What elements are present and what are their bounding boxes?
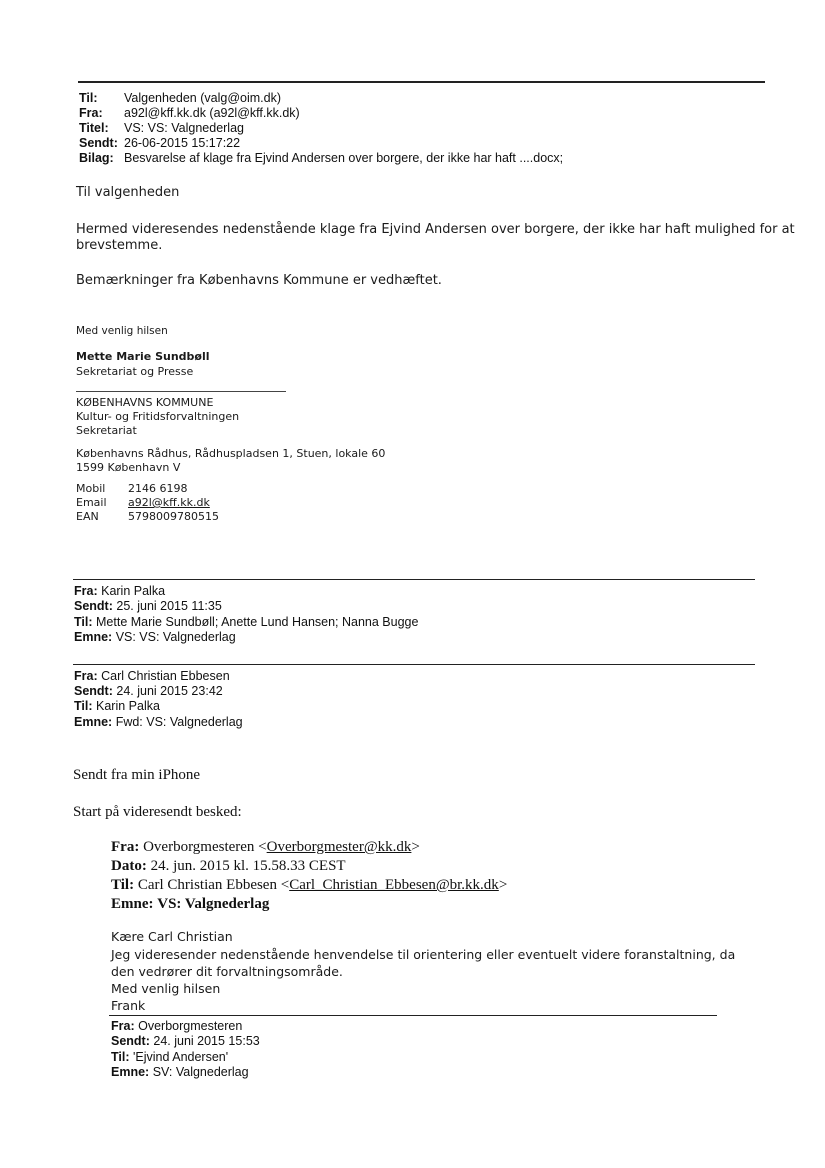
signature-closing: Med venlig hilsen: [76, 325, 168, 337]
forward-2-subject-row: [74, 715, 243, 731]
forward-1-to-value: Mette Marie Sundbøll; Anette Lund Hansen; Nanna Bugge: [96, 615, 419, 629]
signature-mobil-row: [76, 482, 188, 497]
forward-3-sent-value: 24. juni 2015 15:53: [153, 1034, 260, 1048]
orig-to-row: [111, 876, 507, 895]
forward-1-sent-row: [74, 599, 222, 615]
forward-2-rule: [73, 664, 755, 665]
orig-from-row: [111, 838, 420, 857]
forward-3-from-value: Overborgmesteren: [138, 1019, 243, 1033]
msg2-name: Frank: [111, 998, 146, 1013]
forward-3-to-label: Til:: [111, 1050, 130, 1064]
orig-from-label: Fra:: [111, 839, 140, 855]
forward-1-to-row: [74, 615, 418, 631]
body-line-1: Hermed videresendes nedenstående klage fra Ejvind Andersen over borgere, der ikke har haft mulighed for at: [76, 222, 795, 237]
forward-2-to-label: Til:: [74, 699, 93, 713]
forward-2-from-label: Fra:: [74, 669, 98, 683]
forward-1-to-label: Til:: [74, 615, 93, 629]
forward-1-sent-value: 25. juni 2015 11:35: [116, 599, 222, 613]
body-line-2: brevstemme.: [76, 238, 163, 253]
signature-role: Sekretariat og Presse: [76, 365, 194, 378]
header-to-label: Til:: [79, 91, 98, 105]
body-greeting: Til valgenheden: [76, 185, 180, 200]
forward-2-sent-value: 24. juni 2015 23:42: [116, 684, 223, 698]
forward-3-rule: [109, 1015, 717, 1016]
signature-org: KØBENHAVNS KOMMUNE: [76, 396, 214, 409]
signature-mobil-value: 2146 6198: [128, 482, 188, 495]
forward-3-sent-row: [111, 1034, 260, 1050]
top-rule: [78, 81, 765, 83]
orig-from-email-link[interactable]: Overborgmester@kk.dk: [266, 839, 412, 855]
msg2-closing: Med venlig hilsen: [111, 981, 221, 996]
forward-1-rule: [73, 579, 755, 580]
orig-to-name: Carl Christian Ebbesen <: [137, 877, 290, 893]
forward-1-sent-label: Sendt:: [74, 599, 113, 613]
msg2-greeting: Kære Carl Christian: [111, 929, 233, 944]
msg2-line-1: Jeg videresender nedenstående henvendelse til orientering eller eventuelt videre foranstaltning, da: [111, 947, 736, 962]
forward-3-from-label: Fra:: [111, 1019, 135, 1033]
forward-1-subject-row: [74, 630, 236, 646]
forward-2-sent-row: [74, 684, 223, 700]
header-sent-row: [79, 136, 240, 151]
orig-date-row: [111, 857, 346, 876]
header-title-row: [79, 121, 244, 136]
orig-to-email-link[interactable]: Carl_Christian_Ebbesen@br.kk.dk: [289, 877, 499, 893]
signature-address-1: Københavns Rådhus, Rådhuspladsen 1, Stuen, lokale 60: [76, 447, 386, 460]
signature-dept: Kultur- og Fritidsforvaltningen: [76, 410, 240, 423]
orig-to-close: >: [498, 877, 508, 893]
orig-from-name: Overborgmesteren <: [143, 839, 267, 855]
header-attach-value[interactable]: Besvarelse af klage fra Ejvind Andersen over borgere, der ikke har haft ....docx;: [124, 151, 564, 165]
signature-mobil-label: Mobil: [76, 482, 106, 495]
orig-to-label: Til:: [111, 877, 135, 893]
forward-2-sent-label: Sendt:: [74, 684, 113, 698]
forward-1-subject-label: Emne:: [74, 630, 113, 644]
forward-2-from-row: [74, 669, 230, 685]
forward-3-subject-value: SV: Valgnederlag: [152, 1065, 249, 1079]
forward-2-to-row: [74, 699, 160, 715]
forward-2-subject-label: Emne:: [74, 715, 113, 729]
forward-3-to-row: [111, 1050, 228, 1066]
forward-3-subject-label: Emne:: [111, 1065, 150, 1079]
orig-date-value: 24. jun. 2015 kl. 15.58.33 CEST: [150, 858, 346, 874]
header-attach-row: [79, 151, 563, 166]
forward-1-from-value: Karin Palka: [101, 584, 166, 598]
forward-3-subject-row: [111, 1065, 249, 1081]
forward-2-subject-value: Fwd: VS: Valgnederlag: [115, 715, 243, 729]
signature-ean-value: 5798009780515: [128, 510, 219, 523]
forward-3-to-value: 'Ejvind Andersen': [133, 1050, 229, 1064]
header-title-label: Titel:: [79, 121, 109, 135]
header-to-value: Valgenheden (valg@oim.dk): [124, 91, 281, 105]
header-attach-label: Bilag:: [79, 151, 114, 165]
sent-from-iphone: Sendt fra min iPhone: [73, 767, 201, 783]
signature-address-2: 1599 København V: [76, 461, 181, 474]
header-to-row: [79, 91, 281, 106]
forward-1-from-row: [74, 584, 165, 600]
forward-3-sent-label: Sendt:: [111, 1034, 150, 1048]
msg2-line-2: den vedrører dit forvaltningsområde.: [111, 964, 343, 979]
signature-divider: [76, 391, 286, 392]
header-from-row: [79, 106, 300, 121]
header-sent-label: Sendt:: [79, 136, 118, 150]
forward-2-from-value: Carl Christian Ebbesen: [101, 669, 230, 683]
signature-email-link[interactable]: a92l@kff.kk.dk: [128, 496, 210, 509]
signature-ean-label: EAN: [76, 510, 99, 523]
orig-from-close: >: [411, 839, 420, 855]
body-line-3: Bemærkninger fra Københavns Kommune er vedhæftet.: [76, 273, 442, 288]
signature-unit: Sekretariat: [76, 424, 137, 437]
forward-2-to-value: Karin Palka: [96, 699, 160, 713]
signature-email-label: Email: [76, 496, 107, 509]
orig-subject-label: Emne:: [111, 896, 154, 912]
header-from-value: a92l@kff.kk.dk (a92l@kff.kk.dk): [124, 106, 300, 120]
signature-email-row: [76, 496, 210, 511]
signature-name: Mette Marie Sundbøll: [76, 350, 210, 363]
forward-1-from-label: Fra:: [74, 584, 98, 598]
forward-start-text: Start på videresendt besked:: [73, 804, 242, 820]
signature-ean-row: [76, 510, 219, 525]
header-sent-value: 26-06-2015 15:17:22: [124, 136, 241, 150]
orig-subject-row: [111, 895, 269, 914]
header-from-label: Fra:: [79, 106, 103, 120]
orig-subject-value: VS: Valgnederlag: [157, 896, 270, 912]
orig-date-label: Dato:: [111, 858, 147, 874]
header-title-value: VS: VS: Valgnederlag: [124, 121, 244, 135]
forward-1-subject-value: VS: VS: Valgnederlag: [115, 630, 236, 644]
forward-3-from-row: [111, 1019, 242, 1035]
